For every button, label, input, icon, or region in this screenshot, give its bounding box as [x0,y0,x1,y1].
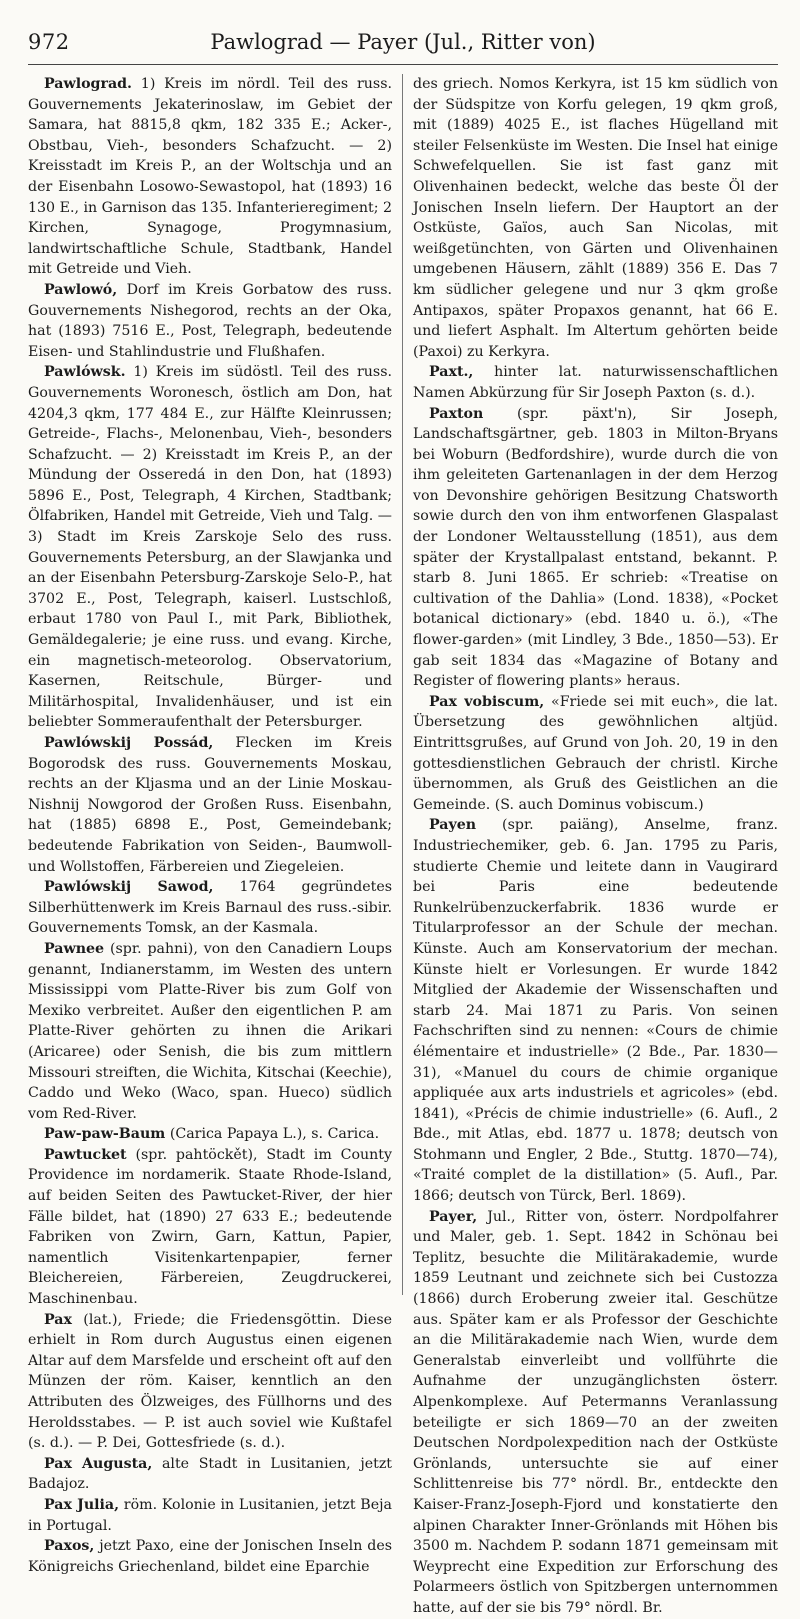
entry-text: Dorf im Kreis Gorbatow des russ. Gouvernements Nishegorod, rechts an der Oka, hat (1893) 7516 E., Post, Telegraph, bedeutende Eisen- und Stahlindustrie und Flußhafen. [28,281,392,360]
dictionary-entry [28,733,392,877]
dictionary-entry [28,1145,392,1310]
dictionary-entry [28,1495,392,1536]
entry-headword: Paw-paw-Baum [44,1126,166,1143]
entry-headword: Paxos, [44,1538,95,1555]
dictionary-entry [28,877,392,939]
entry-text: (lat.), Friede; die Friedensgöttin. Diese erhielt in Rom durch Augustus einen eigenen Altar auf dem Marsfelde und erscheint oft auf den Münzen der röm. Kaiser, kenntlich an den Attributen des Ölzweiges, des Füllhorns und des Heroldsstabes. — P. ist auch soviel wie Kußtafel (s. d.). — P. Dei, Gottesfriede (s. d.). [28,1311,392,1452]
entry-text: 1) Kreis im südöstl. Teil des russ. Gouvernements Woronesch, östlich am Don, hat 4204,3 qkm, 177 484 E., zur Hälfte Kleinrussen; Getreide-, Flachs-, Melonenbau, Vieh-, besonders Schafzucht. — 2) Kreisstadt im Kreis P., an der Mündung der Osseredá in den Don, hat (1893) 5896 E., Post, Telegraph, 4 Kirchen, Stadtbank; Ölfabriken, Handel mit Getreide, Vieh und Talg. — 3) Stadt im Kreis Zarskoje Selo des russ. Gouvernements Petersburg, an der Slawjanka und an der Eisenbahn Petersburg-Zarskoje Selo-P., hat 3702 E., Post, Telegraph, kaiserl. Lustschloß, erbaut 1780 von Paul I., mit Park, Bibliothek, Gemäldegalerie; je eine russ. und evang. Kirche, ein magnetisch-meteorolog. Observatorium, Kasernen, Reitschule, Bürger- und Militärhospital, Invalidenhäuser, und ist ein beliebter Sommeraufenthalt der Petersburger. [28,364,392,731]
entry-headword: Pax Augusta, [44,1455,153,1472]
dictionary-entry [413,1207,778,1619]
entry-headword: Pawlówsk. [44,364,126,381]
entry-headword: Pawlowó, [44,281,118,298]
running-head: Pawlograd — Payer (Jul., Ritter von) [210,30,596,54]
dictionary-entry [413,692,778,816]
entry-headword: Pax [44,1311,72,1328]
entry-text: des griech. Nomos Kerkyra, ist 15 km südlich von der Südspitze von Korfu gelegen, 19 qkm groß, mit (1889) 4025 E., ist flaches Hügelland mit steiler Felsenküste im Westen. Die Insel hat einige Schwefelquellen. Sie ist fast ganz mit Olivenhainen bedeckt, welche das beste Öl der Jonischen Inseln liefern. Der Hauptort an der Ostküste, Gaïos, auch San Nicolas, mit weißgetünchten, von Gärten und Olivenhainen umgebenen Häusern, zählt (1889) 356 E. Das 7 km südlicher gelegene und nur 3 qkm große Antipaxos, später Propaxos genannt, hat 66 E. und liefert Asphalt. Im Altertum gehörten beide (Paxoi) zu Kerkyra. [413,76,778,360]
dictionary-entry [413,362,778,403]
entry-headword: Pawnee [44,940,105,957]
dictionary-entry [413,404,778,692]
entry-headword: Pawlówskij Sawod, [44,879,214,896]
text-columns [28,74,778,1616]
entry-text: hinter lat. naturwissenschaftlichen Namen Abkürzung für Sir Joseph Paxton (s. d.). [413,364,778,401]
entry-text: (Carica Papaya L.), s. Carica. [165,1126,380,1143]
entry-headword: Payen [429,817,477,834]
entry-text: (spr. paiäng), Anselme, franz. Industriechemiker, geb. 6. Jan. 1795 zu Paris, studierte Chemie und leitete dann in Vaugirard bei Paris eine bedeutende Runkelrübenzuckerfabrik. 1836 wurde er Titularprofessor an der Schule der mechan. Künste. Auch am Konservatorium der mechan. Künste hielt er Vorlesungen. Er wurde 1842 Mitglied der Akademie der Wissenschaften und starb 24. Mai 1871 zu Paris. Von seinen Fachschriften sind zu nennen: «Cours de chimie élémentaire et industrielle» (2 Bde., Par. 1830—31), «Manuel du cours de chimie organique appliquée aux arts industriels et agricoles» (ebd. 1841), «Précis de chimie industrielle» (6. Aufl., 2 Bde., mit Atlas, ebd. 1877 u. 1878; deutsch von Stohmann und Engler, 2 Bde., Stuttg. 1870—74), «Traité complet de la distillation» (5. Aufl., Par. 1866; deutsch von Türck, Berl. 1869). [413,817,778,1205]
entry-headword: Pax vobiscum, [429,693,545,710]
entry-text: (spr. pahtöckět), Stadt im County Providence im nordamerik. Staate Rhode-Island, auf beiden Seiten des Pawtucket-River, der hier Fälle bildet, hat (1890) 27 633 E.; bedeutende Fabriken von Zwirn, Garn, Kattun, Papier, namentlich Visitenkartenpapier, ferner Bleichereien, Färbereien, Zeugdruckerei, Maschinenbau. [28,1146,392,1308]
dictionary-entry [28,1124,392,1145]
entry-text: röm. Kolonie in Lusitanien, jetzt Beja in Portugal. [28,1496,392,1534]
dictionary-entry [28,280,392,362]
dictionary-entry [28,1310,392,1454]
entry-headword: Paxt., [429,364,474,381]
entry-text: 1764 gegründetes Silberhüttenwerk im Kreis Barnaul des russ.-sibir. Gouvernements Tomsk, an der Kasmala. [28,879,392,937]
dictionary-entry [28,1454,392,1495]
entry-text: (spr. pahni), von den Canadiern Loups genannt, Indianerstamm, im Westen des untern Mississippi vom Platte-River bis zum Golf von Mexiko verbreitet. Außer den eigentlichen P. am Platte-River gehörten zu ihnen die Arikari (Aricaree) oder Senish, die bis zum mittlern Missouri streiften, die Wichita, Kitschai (Keechie), Caddo und Weko (Waco, span. Hueco) südlich vom Red-River. [28,940,392,1122]
entry-text: jetzt Paxo, eine der Jonischen Inseln des Königreichs Griechenland, bildet eine Eparchie [28,1538,392,1575]
entry-text: Jul., Ritter von, österr. Nordpolfahrer und Maler, geb. 1. Sept. 1842 in Schönau bei Teplitz, besuchte die Militärakademie, wurde 1859 Leutnant und zeichnete sich bei Custozza (1866) durch Eroberung zweier ital. Geschütze aus. Später kam er als Professor der Geschichte an die Militärakademie nach Wien, wurde dem Generalstab einverleibt und vollführte die Aufnahme der unzugänglichsten österr. Alpenkomplexe. Auf Petermanns Veranlassung beteiligte er sich 1869—70 an der zweiten Deutschen Nordpolexpedition nach der Ostküste Grönlands, untersuchte sie auf einer Schlittenreise bis 77° nördl. Br., entdeckte den Kaiser-Franz-Joseph-Fjord und konstatierte den alpinen Charakter Inner-Grönlands mit Höhen bis 3500 m. Nachdem P. sodann 1871 gemeinsam mit Weyprecht eine Expedition zur Erforschung des Polarmeers östlich von Spitzbergen unternommen hatte, auf der sie bis 79° nördl. Br. [413,1208,778,1616]
dictionary-entry [413,74,778,362]
entry-headword: Pawtucket [44,1146,127,1163]
right-column [403,74,778,1616]
entry-text: Flecken im Kreis Bogorodsk des russ. Gouvernements Moskau, rechts an der Kljasma und an der Linie Moskau-Nishnij Nowgorod der Großen Russ. Eisenbahn, hat (1885) 6898 E., Post, Gemeindebank; bedeutende Fabrikation von Seiden-, Baumwoll- und Wollstoffen, Färbereien und Ziegeleien. [28,735,392,875]
page-header [28,24,778,65]
entry-headword: Payer, [429,1208,478,1225]
entry-headword: Pawlówskij Possád, [44,735,214,751]
dictionary-entry [28,362,392,733]
dictionary-entry [413,815,778,1206]
entry-headword: Pax Julia, [44,1496,120,1513]
entry-headword: Pawlograd. [44,76,132,92]
page-number: 972 [28,30,70,54]
dictionary-entry [28,1536,392,1577]
dictionary-entry [28,74,392,280]
left-column [28,74,403,1575]
entry-text: alte Stadt in Lusitanien, jetzt Badajoz. [28,1455,392,1493]
dictionary-entry [28,939,392,1124]
entry-text: 1) Kreis im nördl. Teil des russ. Gouvernements Jekaterinoslaw, im Gebiet der Samara, hat 8815,8 qkm, 182 335 E.; Acker-, Obstbau, Vieh-, besonders Schafzucht. — 2) Kreisstadt im Kreis P., an der Woltschja und an der Eisenbahn Losowo-Sewastopol, hat (1893) 16 130 E., in Garnison das 135. Infanterieregiment; 2 Kirchen, Synagoge, Progymnasium, landwirtschaftliche Schule, Stadtbank, Handel mit Getreide und Vieh. [28,76,393,278]
entry-text: (spr. päxt'n), Sir Joseph, Landschaftsgärtner, geb. 1803 in Milton-Bryans bei Woburn (Bedfordshire), wurde durch die von ihm geleiteten Gartenanlagen in der dem Herzog von Devonshire gehörigen Besitzung Chatsworth sowie durch den von ihm entworfenen Glaspalast der Londoner Weltausstellung (1851), aus dem später der Krystallpalast entstand, bekannt. P. starb 8. Juni 1865. Er schrieb: «Treatise on cultivation of the Dahlia» (Lond. 1838), «Pocket botanical dictionary» (ebd. 1840 u. ö.), «The flower-garden» (mit Lindley, 3 Bde., 1850—53). Er gab seit 1834 das «Magazine of Botany and Register of flowering plants» heraus. [413,405,778,690]
entry-headword: Paxton [429,405,484,422]
entry-text: «Friede sei mit euch», die lat. Übersetzung des gewöhnlichen altjüd. Eintrittsgrußes, auf Grund von Joh. 20, 19 in den gottesdienstlichen Gebrauch der christl. Kirche übernommen, als Gruß des Geistlichen an die Gemeinde. (S. auch Dominus vobiscum.) [413,693,778,813]
